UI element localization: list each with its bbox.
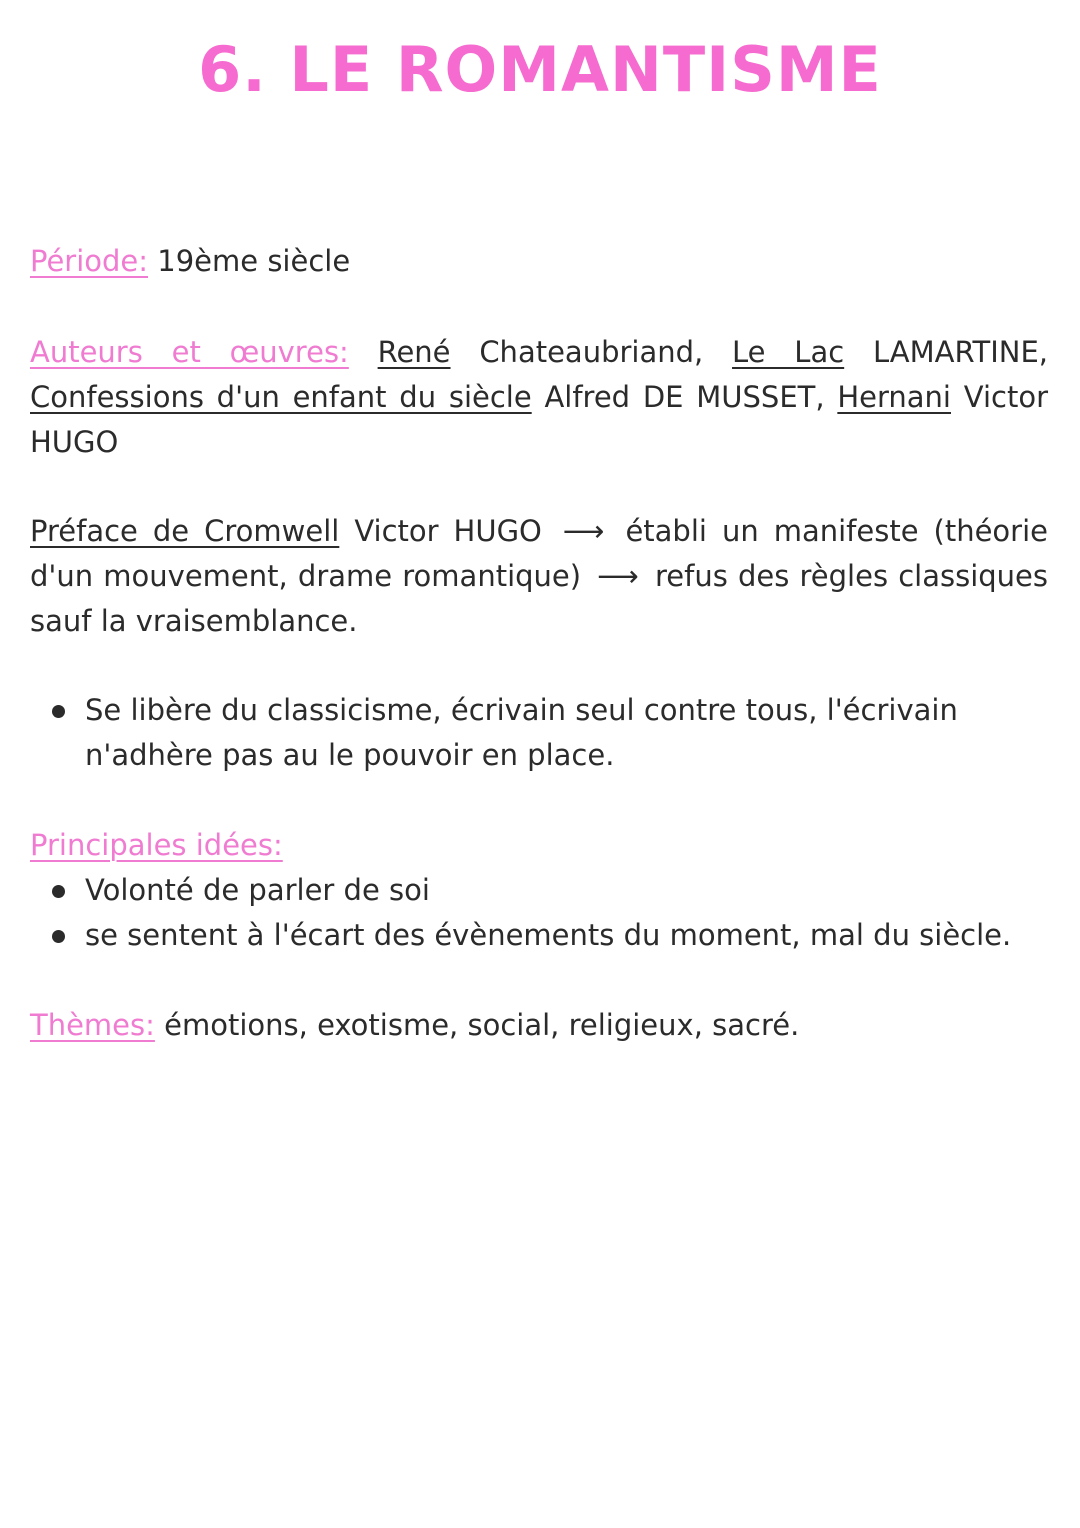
preface-work: Préface de Cromwell <box>30 514 340 548</box>
bullet-icon <box>52 885 65 898</box>
arrow-right-icon: ⟶ <box>562 514 605 548</box>
auteurs-paragraph <box>30 330 1048 465</box>
list-item-text: Se libère du classicisme, écrivain seul contre tous, l'écrivain n'adhère pas au le pouvoir en place. <box>85 693 958 772</box>
themes-value: émotions, exotisme, social, religieux, sacré. <box>164 1008 800 1042</box>
list-item <box>85 868 1048 913</box>
preface-text-2: refus des règles classiques sauf la vraisemblance. <box>30 559 1049 638</box>
bullet-icon <box>52 705 65 718</box>
list-item <box>85 913 1048 958</box>
work-author: LAMARTINE, <box>872 335 1049 369</box>
preface-paragraph <box>30 509 1048 644</box>
preface-author: Victor HUGO <box>354 514 542 548</box>
idees-label: Principales idées: <box>30 828 283 862</box>
work-title: René <box>377 335 451 369</box>
work-title: Hernani <box>837 380 951 414</box>
list-item-text: se sentent à l'écart des évènements du moment, mal du siècle. <box>85 918 1012 952</box>
themes-line <box>30 1003 1048 1048</box>
work-title: Le Lac <box>732 335 845 369</box>
note-list <box>30 688 1048 778</box>
periode-value: 19ème siècle <box>157 244 351 278</box>
page-title: 6. LE ROMANTISME <box>198 33 882 106</box>
list-item <box>85 688 1048 778</box>
work-author: Chateaubriand, <box>479 335 704 369</box>
bullet-icon <box>52 930 65 943</box>
idees-list <box>30 868 1048 958</box>
periode-label: Période: <box>30 244 149 278</box>
themes-label: Thèmes: <box>30 1008 155 1042</box>
preface-text-1: établi un manifeste (théorie d'un mouvement, drame romantique) <box>30 514 1048 593</box>
auteurs-label: Auteurs et œuvres: <box>30 335 349 369</box>
periode-line <box>30 239 1048 284</box>
work-author: Victor HUGO <box>30 380 1049 459</box>
arrow-right-icon: ⟶ <box>597 559 639 593</box>
work-author: Alfred DE MUSSET, <box>544 380 825 414</box>
list-item-text: Volonté de parler de soi <box>85 873 430 907</box>
work-title: Confessions d'un enfant du siècle <box>30 380 532 414</box>
idees-heading <box>30 823 1048 868</box>
